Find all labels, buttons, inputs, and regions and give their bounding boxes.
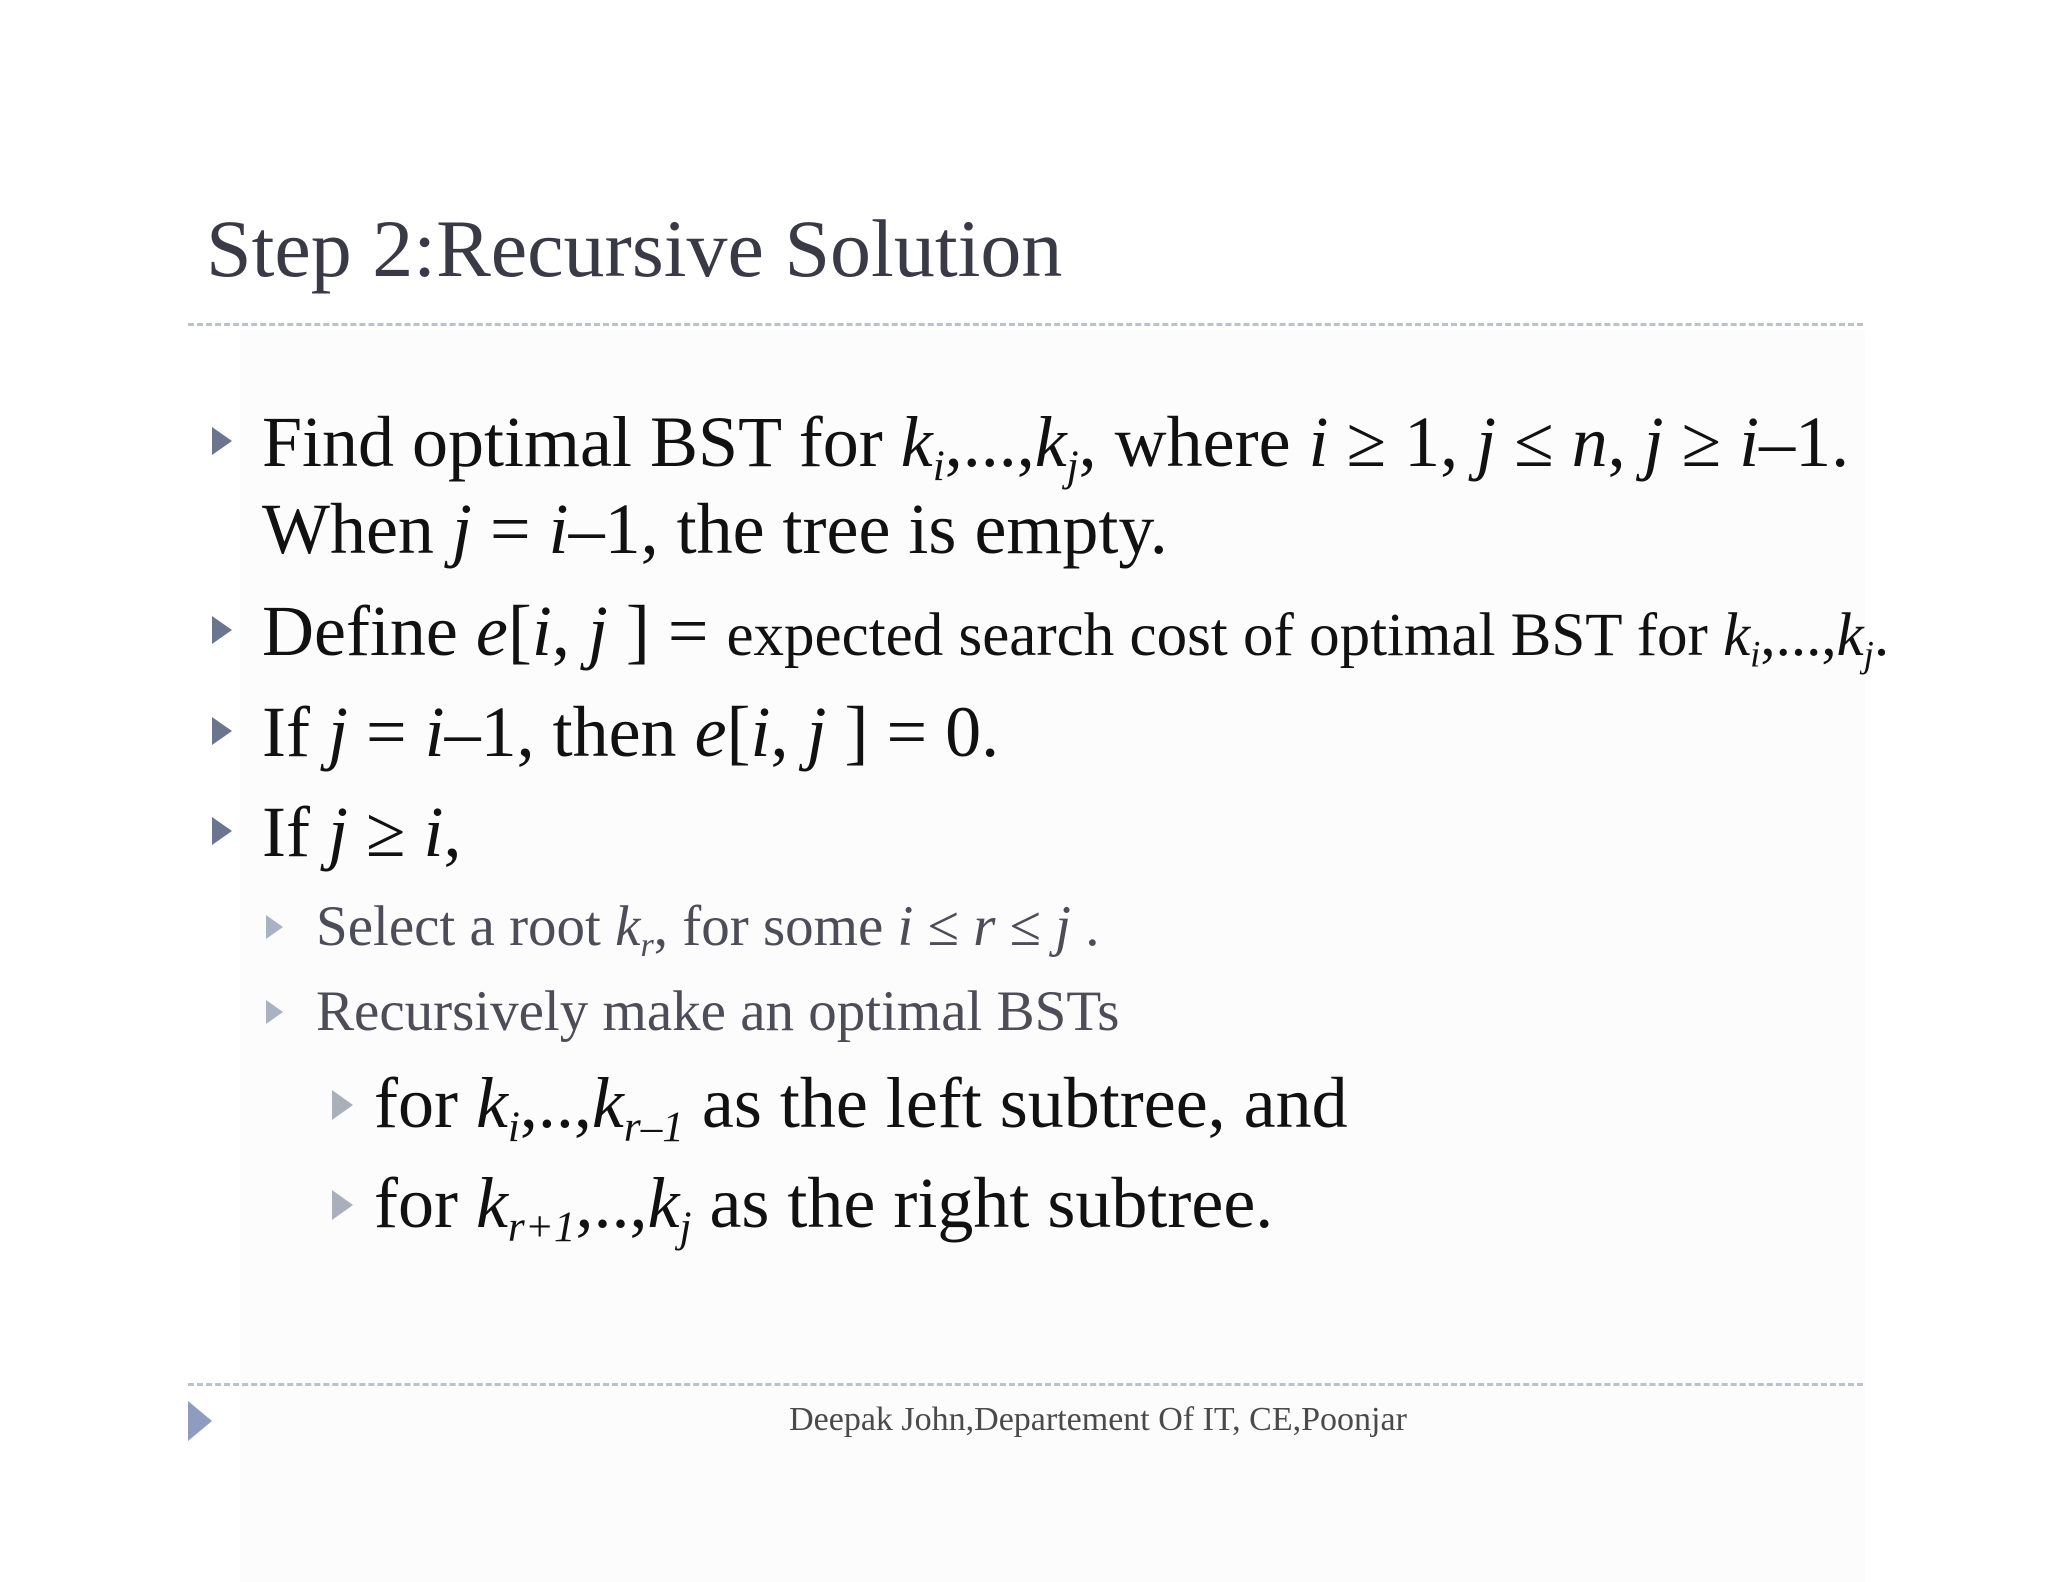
math-var: k	[1836, 602, 1864, 669]
text-run: ,..,	[519, 1063, 592, 1143]
text-run: =	[347, 692, 425, 772]
math-var: i	[750, 692, 771, 772]
math-var: r	[973, 895, 996, 958]
bullet-when-empty	[262, 489, 1168, 569]
text-run: ,...,	[944, 402, 1035, 482]
text-run: If	[262, 792, 328, 872]
text-run: Find optimal BST for	[262, 402, 901, 482]
math-var: j	[327, 792, 348, 872]
math-subscript: j	[1066, 442, 1079, 490]
sub-bullet-recursively	[316, 980, 1120, 1043]
math-var: j	[451, 489, 472, 569]
math-var: k	[900, 402, 933, 482]
text-run: Select a root	[316, 895, 616, 958]
text-run: If	[262, 692, 328, 772]
math-subscript: r	[640, 926, 654, 964]
text-run: ≥	[1663, 402, 1740, 482]
footer-divider	[188, 1383, 1863, 1386]
math-var: k	[475, 1063, 508, 1143]
subsub-bullet-marker-icon	[332, 1090, 353, 1120]
text-run: ≤	[913, 895, 974, 958]
text-run: ,...,	[1760, 602, 1837, 669]
text-run: , for some	[653, 895, 898, 958]
math-subscript: r–1	[623, 1103, 684, 1151]
text-run: for	[374, 1063, 476, 1143]
text-run: as the left subtree, and	[683, 1063, 1348, 1143]
text-run: ≤	[1496, 402, 1572, 482]
text-run: .	[1071, 895, 1100, 958]
math-var: e	[475, 591, 508, 671]
math-subscript: j	[1863, 633, 1874, 675]
math-var: i	[424, 692, 445, 772]
text-run: ,	[443, 792, 462, 872]
text-run: –1, the tree is empty.	[568, 489, 1168, 569]
text-run: When	[262, 489, 452, 569]
text-run: as the right subtree.	[691, 1163, 1274, 1243]
text-run: –1.	[1759, 402, 1850, 482]
bullet-base-case	[262, 692, 1000, 772]
math-var: j	[1055, 895, 1072, 958]
math-subscript: j	[679, 1203, 692, 1251]
math-var: k	[475, 1163, 508, 1243]
text-run: for	[374, 1163, 476, 1243]
math-var: i	[423, 792, 444, 872]
bullet-find-optimal-bst	[262, 402, 1850, 490]
text-run: expected search cost of optimal BST for	[726, 602, 1724, 669]
math-var: e	[694, 692, 727, 772]
math-var: i	[548, 489, 569, 569]
text-run: Define	[262, 591, 476, 671]
bullet-marker-icon	[212, 616, 232, 644]
title-divider	[188, 323, 1863, 326]
math-var: k	[591, 1063, 624, 1143]
bullet-marker-icon	[212, 817, 232, 845]
bullet-recursive-case	[262, 792, 462, 872]
text-run: Recursively make an optimal BSTs	[316, 980, 1120, 1043]
math-var: j	[327, 692, 348, 772]
math-var: i	[1308, 402, 1329, 482]
text-run: [	[507, 591, 532, 671]
subsub-bullet-left-subtree	[374, 1063, 1348, 1151]
text-run: ≥ 1,	[1328, 402, 1477, 482]
math-var: j	[587, 591, 608, 671]
math-subscript: i	[932, 442, 945, 490]
math-var: i	[531, 591, 552, 671]
bullet-define-cost	[262, 591, 1890, 675]
math-subscript: r+1	[507, 1203, 576, 1251]
math-var: n	[1571, 402, 1608, 482]
text-run: ,	[551, 591, 588, 671]
sub-bullet-marker-icon	[266, 915, 283, 939]
text-run: =	[471, 489, 549, 569]
math-var: k	[1723, 602, 1751, 669]
math-var: j	[1643, 402, 1664, 482]
bullet-marker-icon	[212, 427, 232, 455]
bullet-marker-icon	[212, 717, 232, 745]
math-var: i	[897, 895, 914, 958]
text-run: ] = 0.	[826, 692, 1000, 772]
sub-bullet-marker-icon	[266, 1000, 283, 1024]
text-run: ,	[770, 692, 807, 772]
math-var: j	[1476, 402, 1497, 482]
text-run: ,	[1607, 402, 1644, 482]
footer-credit: Deepak John,Departement Of IT, CE,Poonjar	[789, 1401, 1407, 1438]
text-run: ≥	[347, 792, 424, 872]
subsub-bullet-right-subtree	[374, 1163, 1274, 1251]
text-run: , where	[1078, 402, 1309, 482]
text-run: [	[726, 692, 751, 772]
subsub-bullet-marker-icon	[332, 1190, 353, 1220]
sub-bullet-select-root	[316, 895, 1100, 964]
math-var: i	[1739, 402, 1760, 482]
math-subscript: i	[507, 1103, 520, 1151]
text-run: .	[1873, 602, 1890, 669]
slide-title: Step 2:Recursive Solution	[206, 203, 1063, 294]
text-run: ,..,	[575, 1163, 648, 1243]
math-subscript: i	[1750, 633, 1761, 675]
math-var: k	[1034, 402, 1067, 482]
math-var: j	[806, 692, 827, 772]
math-var: k	[615, 895, 641, 958]
text-run: –1, then	[444, 692, 695, 772]
text-run: ≤	[995, 895, 1056, 958]
text-run: ] =	[607, 591, 727, 671]
math-var: k	[647, 1163, 680, 1243]
